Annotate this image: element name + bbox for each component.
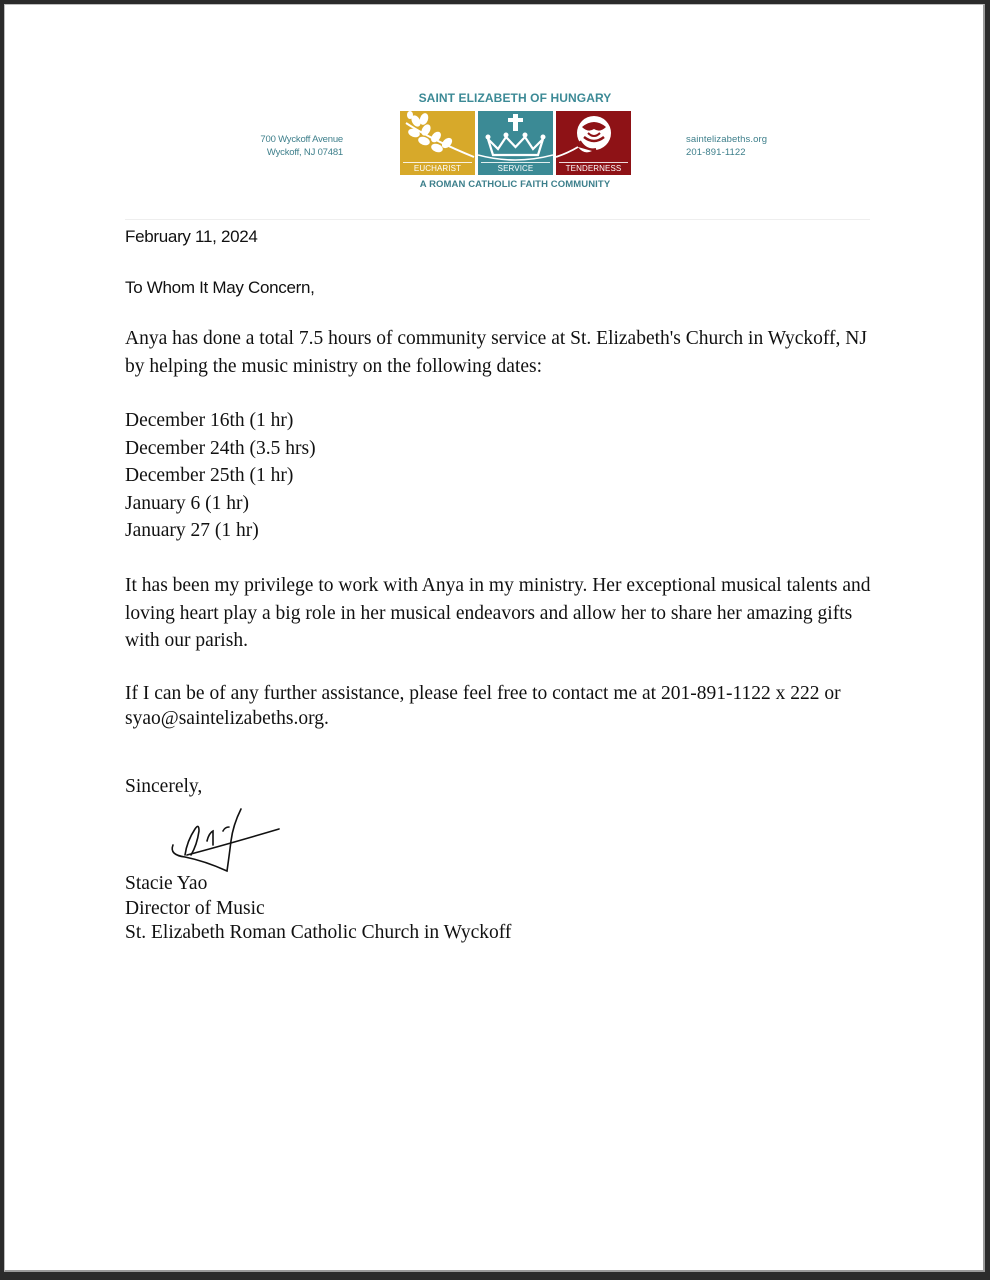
- service-dates-list: [125, 407, 316, 545]
- handwritten-signature: [165, 805, 285, 875]
- panel-label-eucharist: EUCHARIST: [403, 162, 472, 173]
- panel-label-tenderness: TENDERNESS: [559, 162, 628, 173]
- rose-icon: [556, 111, 631, 161]
- letterhead-address: [237, 133, 343, 159]
- header-divider: [125, 219, 870, 220]
- address-line-2: Wyckoff, NJ 07481: [266, 147, 343, 158]
- signer-title: Director of Music: [125, 897, 265, 919]
- service-date-item: December 25th (1 hr): [125, 465, 294, 487]
- crown-cross-icon: [478, 111, 553, 161]
- logo-panel-eucharist: [400, 111, 475, 175]
- address-line-1: 700 Wyckoff Avenue: [260, 134, 343, 145]
- logo-org-name: SAINT ELIZABETH OF HUNGARY: [418, 91, 612, 105]
- signer-name: Stacie Yao: [125, 873, 208, 894]
- paragraph-contact: If I can be of any further assistance, please feel free to contact me at 201-891-1122 x 222 or syao@saintelizabeths.org.: [125, 683, 841, 729]
- parish-logo: [395, 91, 635, 195]
- logo-panel-tenderness: [556, 111, 631, 175]
- service-date-item: January 27 (1 hr): [125, 520, 259, 542]
- paragraph-praise: It has been my privilege to work with Anya in my ministry. Her exceptional musical talents and loving heart play a big role in her musical endeavors and allow her to share her amazing gifts with our parish.: [125, 575, 871, 651]
- paragraph-service-summary: Anya has done a total 7.5 hours of community service at St. Elizabeth's Church in Wyckoff, NJ by helping the music ministry on the following dates:: [125, 328, 867, 377]
- signer-organization: St. Elizabeth Roman Catholic Church in Wyckoff: [125, 922, 512, 943]
- salutation: To Whom It May Concern,: [125, 278, 315, 297]
- signature-block: [125, 872, 511, 946]
- wheat-icon: [400, 111, 475, 161]
- closing: Sincerely,: [125, 776, 203, 797]
- panel-label-service: SERVICE: [481, 162, 550, 173]
- letterhead-contact: [686, 133, 767, 159]
- service-date-item: December 24th (3.5 hrs): [125, 437, 316, 459]
- phone-number: 201-891-1122: [686, 147, 746, 158]
- service-date-item: December 16th (1 hr): [125, 410, 294, 431]
- logo-tagline: A ROMAN CATHOLIC FAITH COMMUNITY: [419, 179, 611, 190]
- logo-panel-service: [478, 111, 553, 175]
- letter-page: [4, 4, 985, 1272]
- service-date-item: January 6 (1 hr): [125, 492, 249, 514]
- letter-date: February 11, 2024: [125, 227, 258, 246]
- website-link[interactable]: saintelizabeths.org: [686, 134, 768, 145]
